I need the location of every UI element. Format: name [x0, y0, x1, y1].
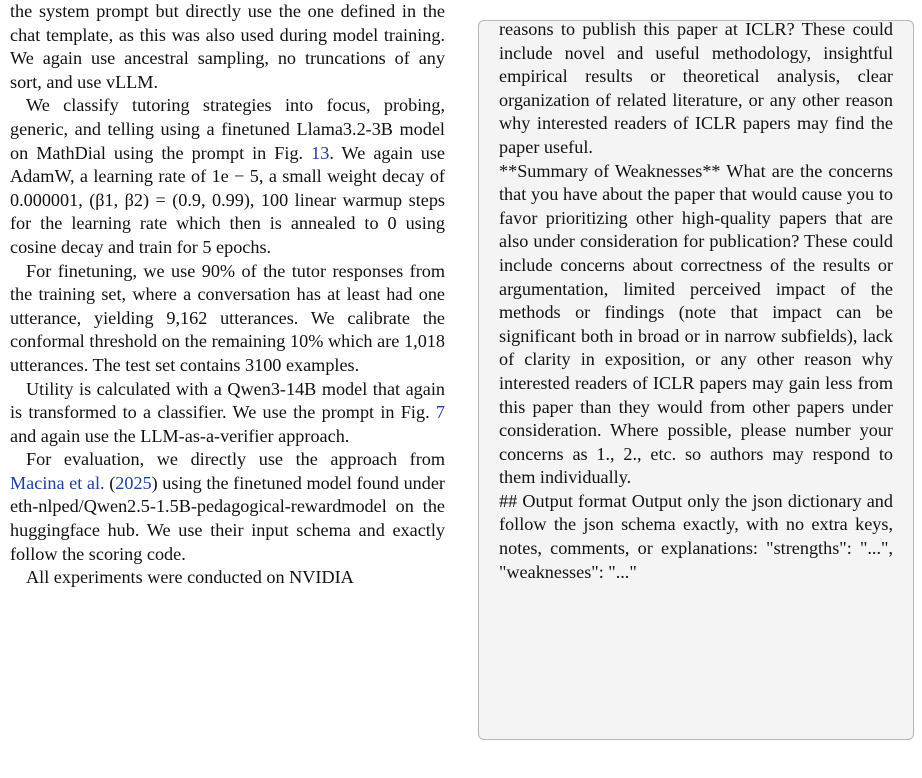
text-segment: , [78, 189, 90, 210]
math-weight-decay: 0.000001 [10, 189, 79, 210]
figure-reference-link[interactable]: 13 [311, 142, 330, 163]
paragraph-evaluation [10, 448, 445, 566]
paragraph-strategy-classifier [10, 94, 445, 259]
math-percent-calib: 10% [290, 331, 324, 352]
paragraph-inference-setup: the system prompt but directly use the one defined in the chat template, as this was also used during model training. We again use ancestral sampling, no truncations of any sort, and use vLLM. [10, 1, 445, 92]
prompt-box [478, 20, 914, 740]
text-segment: . We again use AdamW, a learning rate of [10, 142, 445, 187]
citation-year-link[interactable]: 2025 [115, 472, 152, 493]
citation-author-link[interactable]: Macina et al. [10, 472, 105, 493]
text-segment: We classify tutoring strategies into focus, probing, generic, and telling using a finetuned Llama3.2-3B model on MathDial using the prompt in Fig. [10, 95, 445, 163]
text-segment: and again use the LLM-as-a-verifier approach. [10, 425, 350, 446]
text-segment: For evaluation, we directly use the approach from [26, 449, 445, 470]
prompt-strengths-continuation: reasons to publish this paper at ICLR? These could include novel and useful methodology, insightful empirical results or theoretical analysis, clear organization of related literature, or any other reason why interested readers of ICLR papers may find the paper useful. [499, 19, 893, 157]
text-segment: ( [104, 472, 116, 493]
figure-reference-link[interactable]: 7 [435, 402, 445, 423]
text-segment: , a small weight decay of [258, 166, 445, 187]
text-segment: ) [151, 472, 158, 493]
paragraph-finetuning-data [10, 260, 445, 378]
text-segment: using the finetuned model found under eth-nlped/Qwen2.5-1.5B-pedagogical-rewardmodel on the huggingface hub. We use their input schema and exactly follow the scoring code. [10, 472, 445, 564]
text-segment: of the tutor responses from the training set, where a conversation has at least had one utterance, yielding 9,162 utterances. We calibrate the conformal threshold on the remaining [10, 260, 445, 352]
text-segment: Utility is calculated with a Qwen3-14B model that again is transformed to a classifier. We use the prompt in Fig. [10, 378, 445, 423]
left-column [0, 0, 445, 590]
prompt-weaknesses-section: **Summary of Weaknesses** What are the concerns that you have about the paper that would cause you to favor prioritizing other high-quality papers that are also under consideration for publication? These could include concerns about correctness of the results or argumentation, limited perceived impact of the methods or findings (note that impact can be significant both in broad or in narrow subfields), lack of clarity in exposition, or any other reason why interested readers of ICLR papers may gain less from this paper than they would from other papers under consideration. Where possible, please number your concerns as 1., 2., etc. so authors may respond to them individually. [499, 160, 893, 488]
text-segment: For finetuning, we use [26, 260, 202, 281]
text-segment: , 100 linear warmup steps for the learning rate which then is annealed to 0 using cosine decay and train for 5 epochs. [10, 189, 445, 257]
math-learning-rate: 1e − 5 [211, 166, 259, 187]
math-percent-train: 90% [201, 260, 236, 281]
text-segment: which are 1,018 utterances. The test set contains 3100 examples. [10, 331, 445, 375]
paragraph-utility [10, 378, 445, 449]
paragraph-hardware-partial: All experiments were conducted on NVIDIA [26, 567, 354, 588]
prompt-box-text [499, 18, 893, 584]
prompt-output-format-section: ## Output format Output only the json dictionary and follow the json schema exactly, with no extra keys, notes, comments, or explanations: "strengths": "...", "weaknesses": "..." [499, 490, 893, 582]
math-betas: (β1, β2) = (0.9, 0.99) [89, 189, 250, 210]
